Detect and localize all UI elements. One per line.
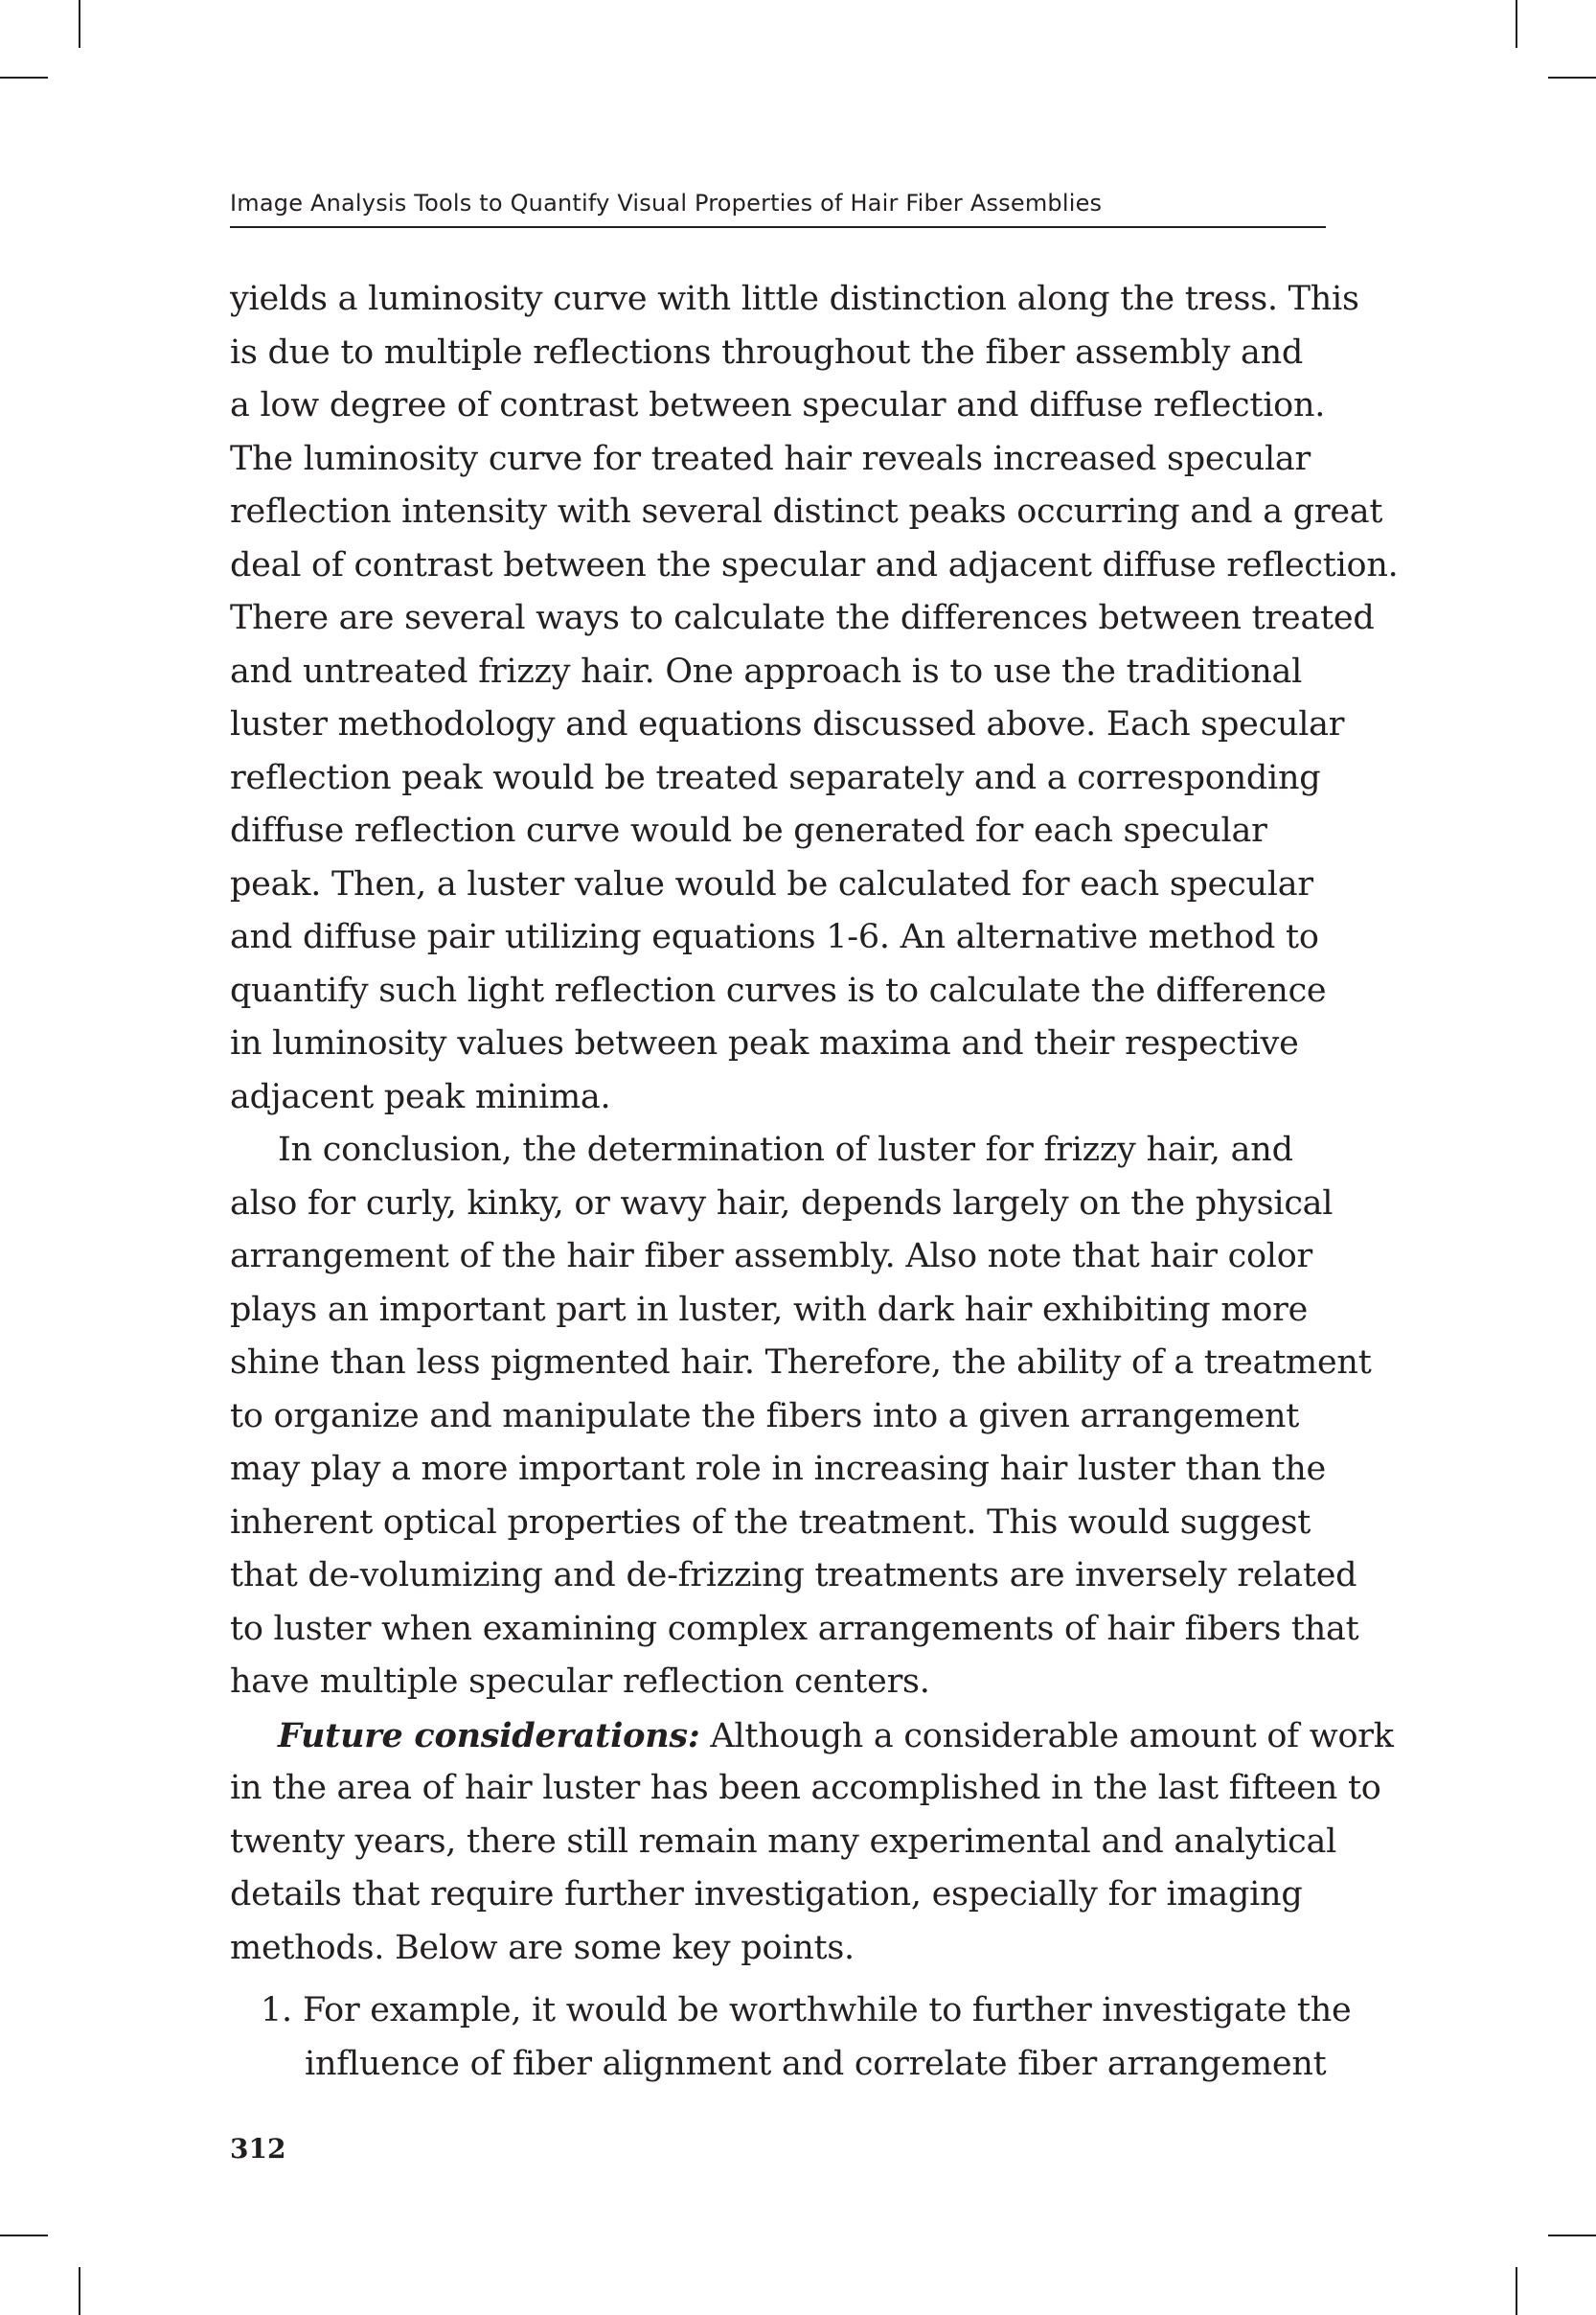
text-line: details that require further investigation, especially for imaging	[230, 1875, 1303, 1914]
crop-mark	[79, 0, 80, 48]
text-span: Although a considerable amount of work	[699, 1716, 1394, 1755]
text-line: shine than less pigmented hair. Therefore, the ability of a treatment	[230, 1343, 1372, 1382]
text-line: reflection intensity with several distinct peaks occurring and a great	[230, 493, 1383, 531]
text-line: plays an important part in luster, with dark hair exhibiting more	[230, 1290, 1309, 1329]
text-line: inherent optical properties of the treatment. This would suggest	[230, 1502, 1311, 1542]
text-line: that de-volumizing and de-frizzing treatments are inversely related	[230, 1556, 1357, 1594]
text-line: is due to multiple reflections throughout the fiber assembly and	[230, 332, 1304, 372]
list-item	[230, 1984, 1352, 2038]
text-line: In conclusion, the determination of luster for frizzy hair, and	[278, 1131, 1293, 1169]
text-line: deal of contrast between the specular and adjacent diffuse reflection.	[230, 545, 1399, 584]
text-line	[230, 1709, 1394, 1763]
body-text	[230, 273, 1399, 2091]
list-text: For example, it would be worthwhile to further investigate the	[303, 1991, 1352, 2029]
list-number: 1.	[261, 1991, 292, 2029]
crop-mark	[1548, 2235, 1596, 2236]
text-line: There are several ways to calculate the differences between treated	[230, 599, 1375, 637]
text-line: arrangement of the hair fiber assembly. Also note that hair color	[230, 1237, 1313, 1275]
crop-mark	[1516, 2267, 1517, 2315]
text-line: and untreated frizzy hair. One approach is to use the traditional	[230, 652, 1303, 691]
page-number: 312	[230, 2133, 286, 2165]
text-line: reflection peak would be treated separately and a corresponding	[230, 758, 1321, 797]
text-line: quantify such light reflection curves is to calculate the difference	[230, 971, 1327, 1010]
text-line: in the area of hair luster has been accomplished in the last fifteen to	[230, 1769, 1381, 1807]
text-line: may play a more important role in increasing hair luster than the	[230, 1450, 1326, 1488]
text-line: The luminosity curve for treated hair reveals increased specular	[230, 439, 1311, 478]
header-rule	[230, 226, 1326, 228]
text-line: to luster when examining complex arrangements of hair fibers that	[230, 1609, 1359, 1648]
crop-mark	[1548, 77, 1596, 79]
text-line: luster methodology and equations discussed above. Each specular	[230, 705, 1345, 744]
text-line: yields a luminosity curve with little distinction along the tress. This	[230, 280, 1359, 318]
text-line: to organize and manipulate the fibers into a given arrangement	[230, 1396, 1300, 1435]
text-line: also for curly, kinky, or wavy hair, depends largely on the physical	[230, 1183, 1334, 1223]
text-line: in luminosity values between peak maxima and their respective	[230, 1024, 1299, 1063]
text-line: peak. Then, a luster value would be calculated for each specular	[230, 864, 1313, 904]
text-line: methods. Below are some key points.	[230, 1928, 855, 1967]
section-heading: Future considerations:	[278, 1715, 700, 1755]
text-line: twenty years, there still remain many experimental and analytical	[230, 1822, 1337, 1861]
list-item-continuation: influence of fiber alignment and correlate fiber arrangement	[305, 2044, 1327, 2083]
crop-mark	[79, 2267, 80, 2315]
text-line: diffuse reflection curve would be generated for each specular	[230, 812, 1267, 850]
crop-mark	[1516, 0, 1517, 48]
text-line: have multiple specular reflection centers.	[230, 1662, 930, 1701]
text-line: and diffuse pair utilizing equations 1-6. An alternative method to	[230, 918, 1319, 956]
text-line: a low degree of contrast between specular and diffuse reflection.	[230, 386, 1326, 424]
text-line: adjacent peak minima.	[230, 1077, 611, 1116]
crop-mark	[0, 2235, 48, 2236]
running-head: Image Analysis Tools to Quantify Visual Properties of Hair Fiber Assemblies	[230, 190, 1103, 217]
crop-mark	[0, 77, 48, 79]
